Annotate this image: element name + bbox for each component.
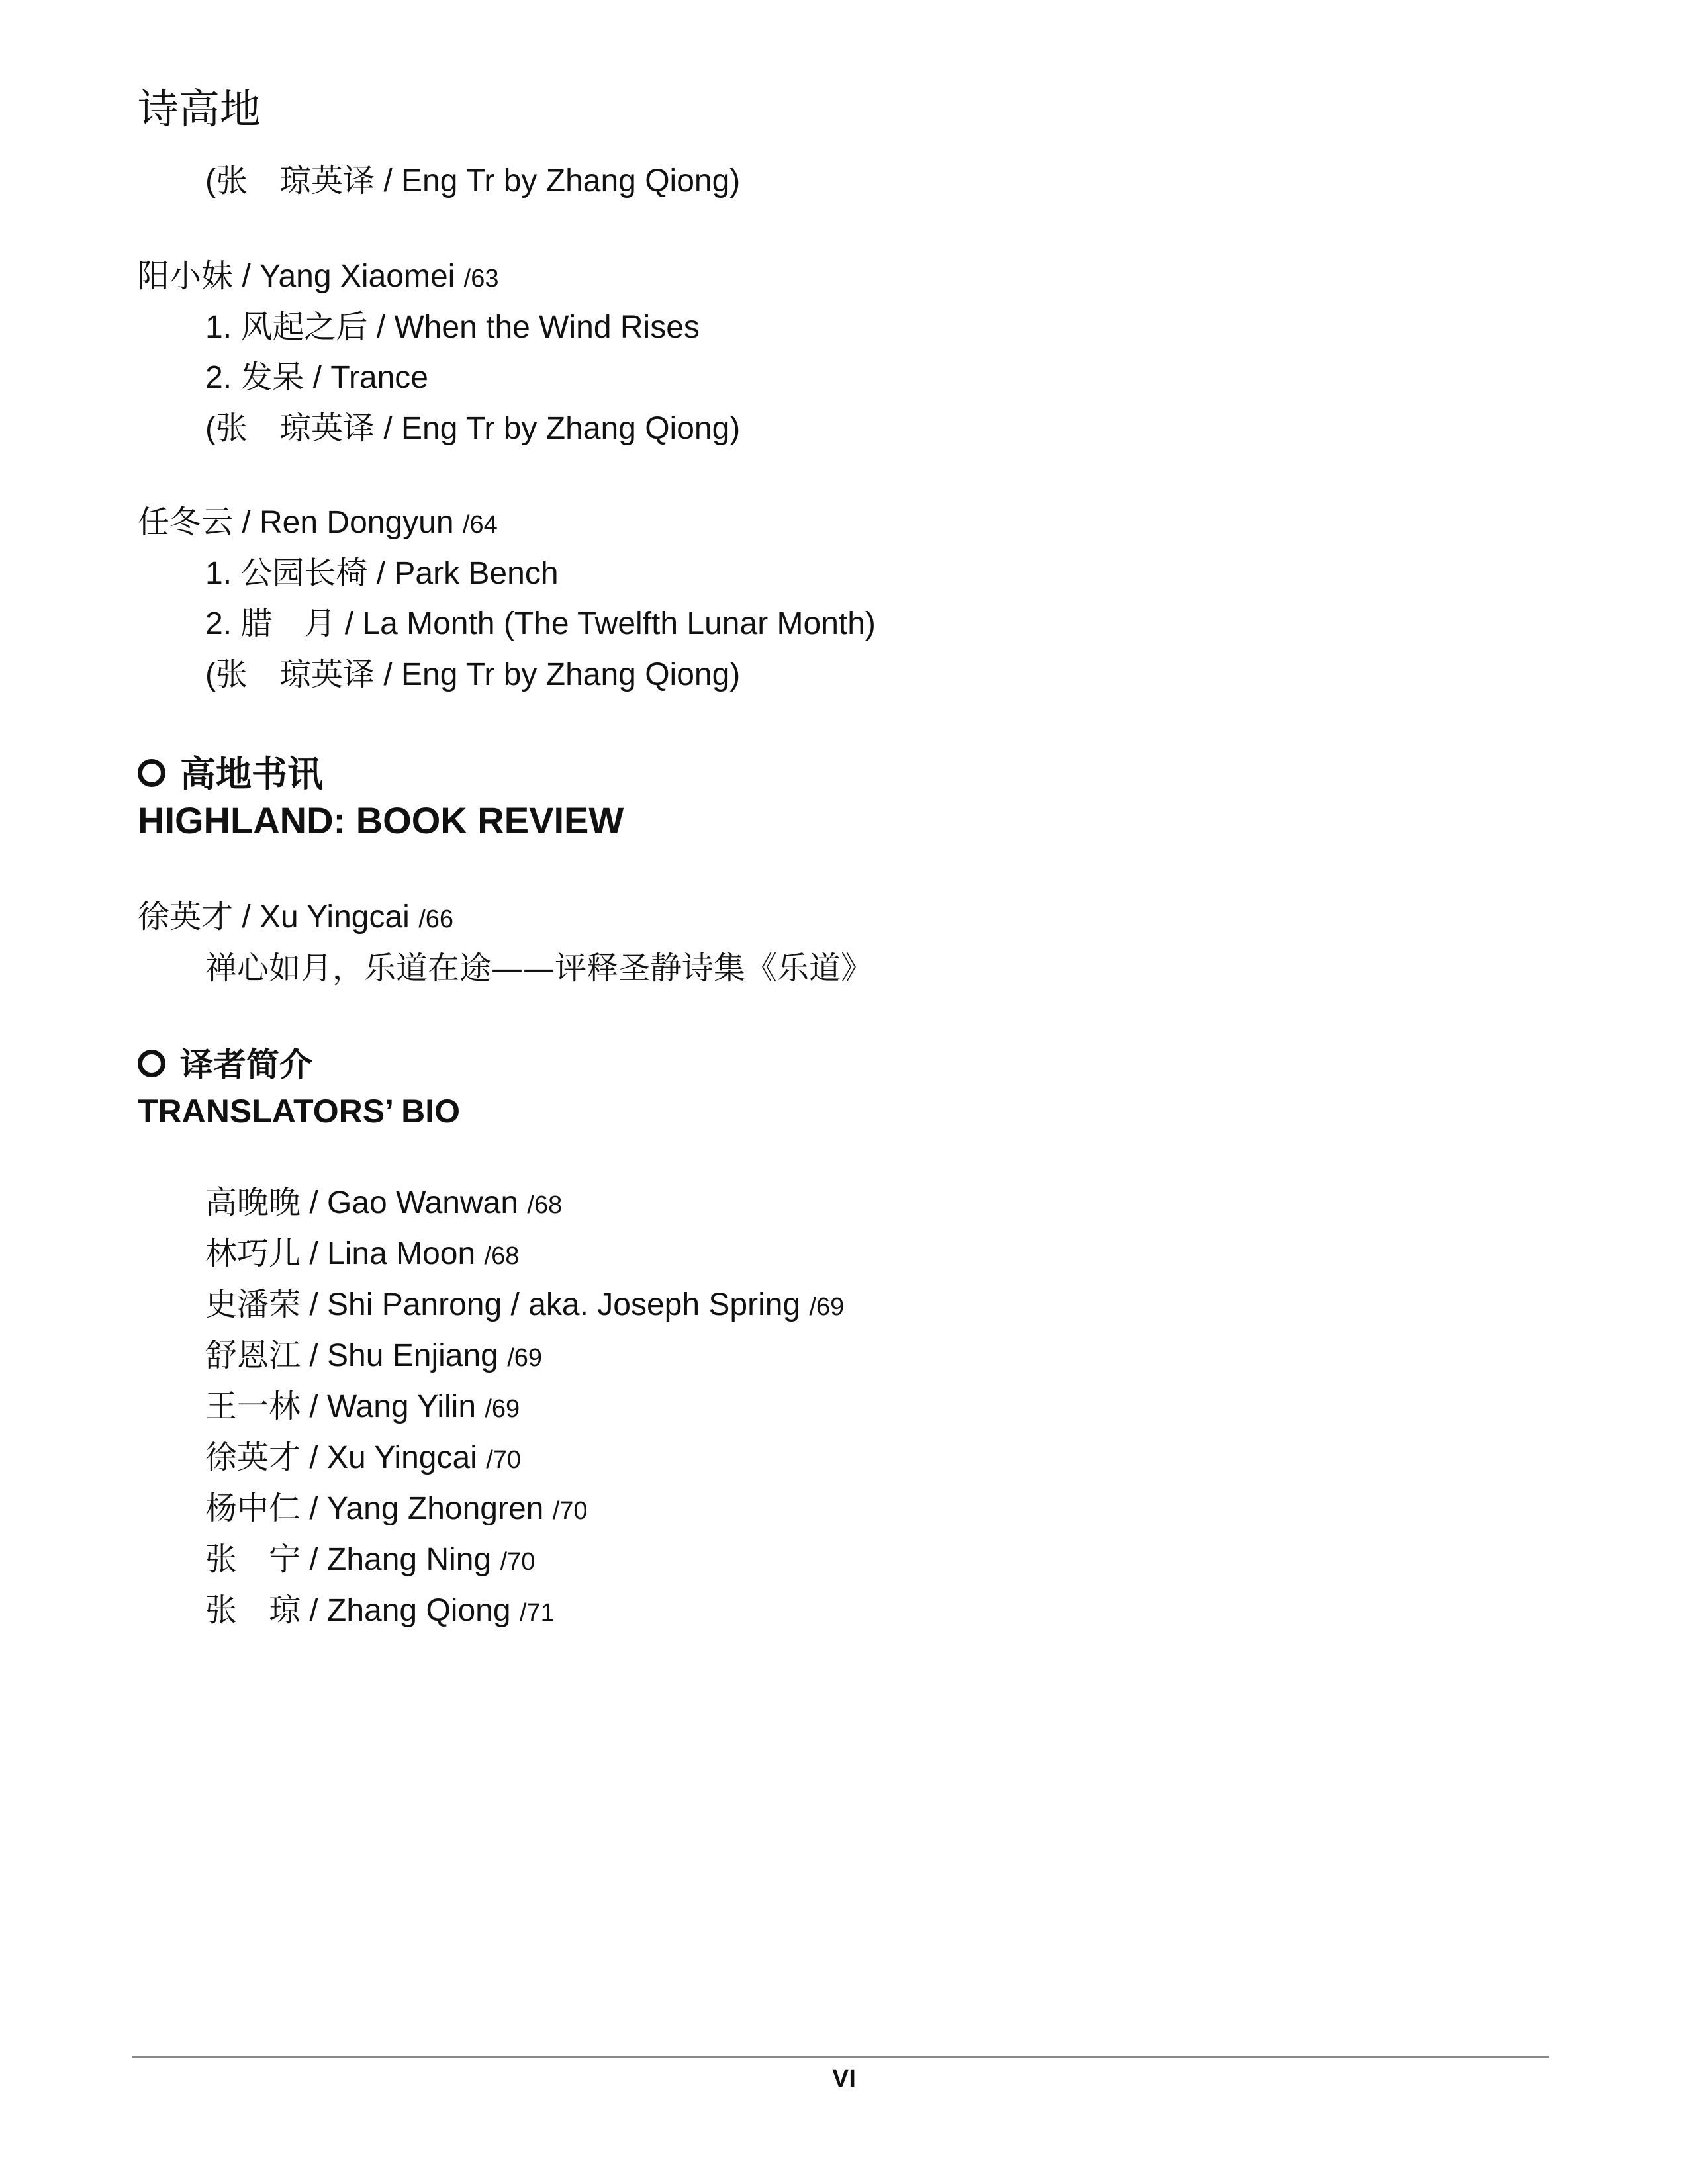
translator-name: 史潘荣 / Shi Panrong / aka. Joseph Spring: [205, 1287, 810, 1322]
circle-bullet-icon: [138, 759, 165, 787]
page-ref: /66: [418, 905, 454, 933]
translator-name: 舒恩江 / Shu Enjiang: [205, 1338, 508, 1373]
translator-name: 张 宁 / Zhang Ning: [205, 1542, 500, 1577]
review-title: 禅心如月，乐道在途——评释圣静诗集《乐道》: [205, 950, 873, 987]
poem-title: 1. 公园长椅 / Park Bench: [205, 556, 559, 591]
author-name: 阳小妹 / Yang Xiaomei: [138, 259, 464, 294]
footer-rule: [132, 2056, 1549, 2058]
page-ref: /70: [500, 1548, 536, 1576]
section-heading-translators-bio: [138, 1042, 460, 1134]
translator-bio-item: [205, 1387, 520, 1429]
translator-name: 林巧儿 / Lina Moon: [205, 1236, 485, 1271]
translator-credit: (张 琼英译 / Eng Tr by Zhang Qiong): [205, 657, 741, 692]
running-title: 诗高地: [138, 85, 261, 133]
translator-bio-item: [205, 1336, 542, 1378]
poem-title: 1. 风起之后 / When the Wind Rises: [205, 310, 700, 345]
page-ref: /69: [507, 1344, 543, 1372]
translator-name: 王一林 / Wang Yilin: [205, 1389, 485, 1424]
circle-bullet-icon: [138, 1050, 165, 1077]
translator-name: 张 琼 / Zhang Qiong: [205, 1593, 520, 1628]
section-title-cn: 高地书讯: [180, 754, 323, 794]
page-ref: /70: [486, 1446, 522, 1474]
translator-name: 杨中仁 / Yang Zhongren: [205, 1491, 553, 1526]
translator-bio-item: [205, 1489, 588, 1531]
translator-bio-item: [205, 1285, 844, 1327]
translator-bio-item: [205, 1591, 555, 1633]
page-ref: /69: [809, 1293, 845, 1321]
page-ref: /68: [527, 1191, 563, 1219]
author-name: 任冬云 / Ren Dongyun: [138, 505, 463, 540]
author-entry: [138, 257, 498, 298]
translator-bio-item: [205, 1234, 519, 1276]
page-ref: /70: [552, 1497, 588, 1525]
poem-title: 2. 腊 月 / La Month (The Twelfth Lunar Month): [205, 606, 876, 641]
translator-credit: (张 琼英译 / Eng Tr by Zhang Qiong): [205, 163, 741, 199]
translator-name: 徐英才 / Xu Yingcai: [205, 1440, 487, 1475]
section-heading-book-review: [138, 751, 624, 844]
author-entry: [138, 503, 498, 545]
page-ref: /64: [462, 511, 498, 539]
translator-bio-item: [205, 1540, 535, 1582]
author-name: 徐英才 / Xu Yingcai: [138, 899, 419, 934]
page-number: VI: [832, 2065, 856, 2093]
section-title-en: TRANSLATORS’ BIO: [138, 1093, 461, 1130]
translator-bio-item: [205, 1438, 521, 1480]
section-title-cn: 译者简介: [180, 1046, 312, 1083]
author-entry: [138, 897, 453, 939]
translator-credit: (张 琼英译 / Eng Tr by Zhang Qiong): [205, 411, 741, 446]
page-ref: /71: [519, 1599, 555, 1627]
page-ref: /63: [463, 265, 499, 293]
page-ref: /69: [485, 1395, 520, 1423]
section-title-en: HIGHLAND: BOOK REVIEW: [138, 799, 624, 841]
poem-title: 2. 发呆 / Trance: [205, 360, 428, 395]
page-ref: /68: [484, 1242, 520, 1270]
translator-name: 高晚晚 / Gao Wanwan: [205, 1185, 528, 1220]
translator-bio-item: [205, 1183, 562, 1225]
